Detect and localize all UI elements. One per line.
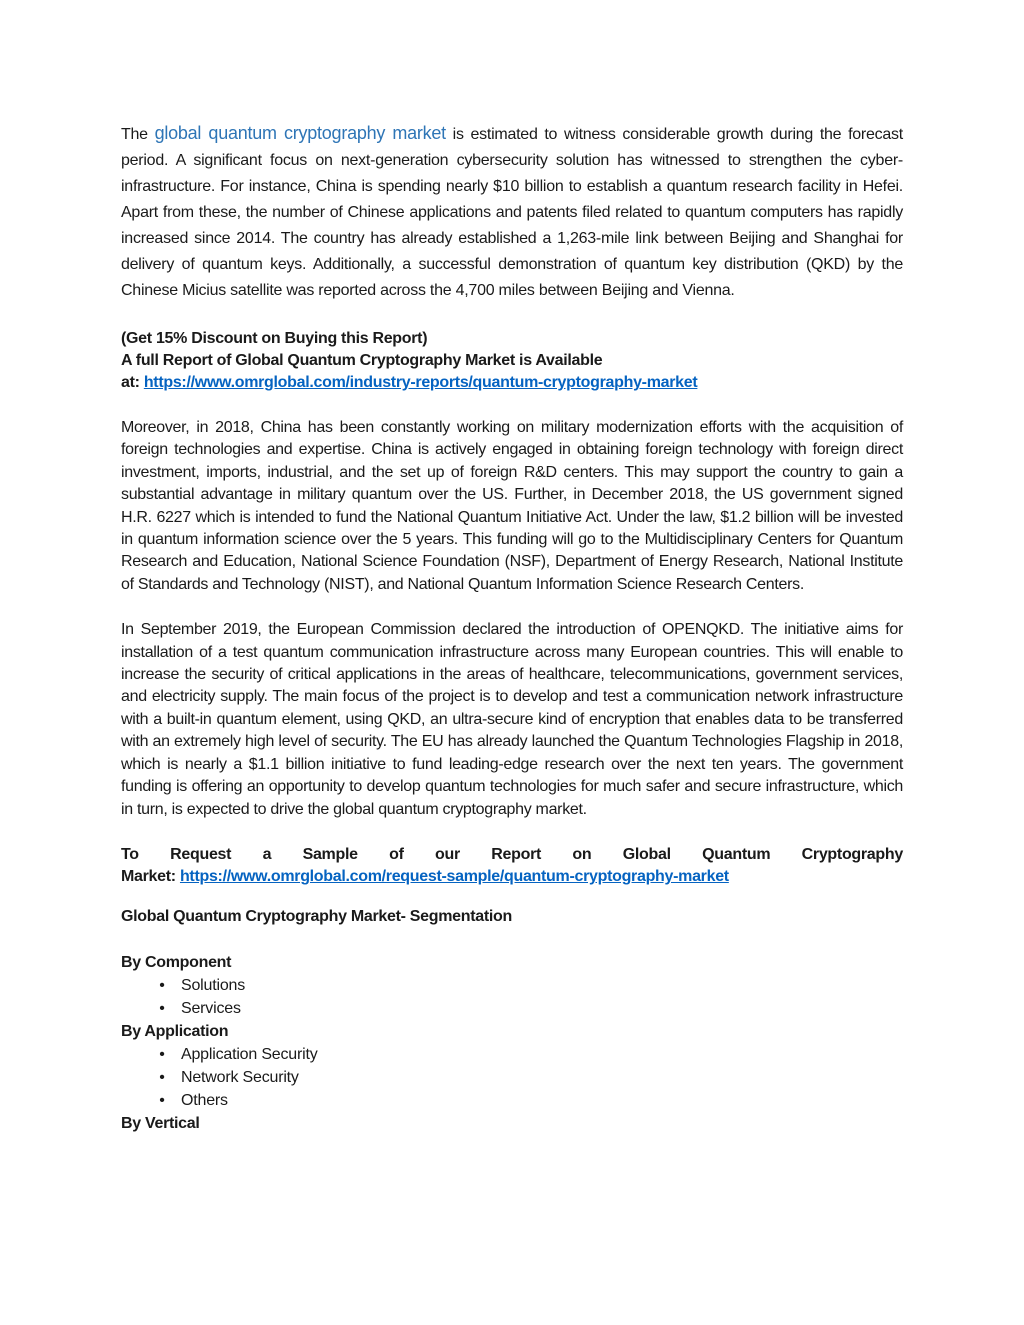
sample-word: Request xyxy=(170,845,232,863)
sample-word: a xyxy=(262,845,272,863)
segment-list-application xyxy=(121,1043,903,1112)
segment-item-label: Others xyxy=(181,1091,228,1109)
segment-heading-application: By Application xyxy=(121,1022,229,1040)
segment-list-component xyxy=(121,974,903,1020)
market-link-text[interactable]: global quantum cryptography market xyxy=(154,123,446,143)
sample-request-line xyxy=(121,844,903,866)
segment-item-label: Application Security xyxy=(181,1045,318,1063)
bullet-icon: • xyxy=(159,976,165,994)
sample-word: of xyxy=(389,845,404,863)
full-report-line: A full Report of Global Quantum Cryptography Market is Available xyxy=(121,352,603,369)
report-url-line xyxy=(121,372,903,394)
sample-word: Global xyxy=(622,845,671,863)
sample-url-line xyxy=(121,866,903,888)
list-item xyxy=(121,974,903,997)
military-paragraph: Moreover, in 2018, China has been constantly working on military modernization efforts with the acquisition of foreign technologies and expertise. China is actively engaged in obtaining foreign technology with foreign direct investment, imports, industrial, and the set up of foreign R&D centers. This may support the country to gain a substantial advantage in military quantum over the US. Further, in December 2018, the US government signed H.R. 6227 which is intended to fund the National Quantum Initiative Act. Under the law, $1.2 billion will be invested in quantum information science over the 5 years. This funding will go to the Multidisciplinary Centers for Quantum Research and Education, National Science Foundation (NSF), Department of Energy Research, National Institute of Standards and Technology (NIST), and National Quantum Information Science Research Centers. xyxy=(121,419,903,593)
sample-url-link[interactable]: https://www.omrglobal.com/request-sample/quantum-cryptography-market xyxy=(179,868,729,886)
segment-item-label: Solutions xyxy=(181,976,246,994)
list-item xyxy=(121,1043,903,1066)
sample-word: Report xyxy=(491,845,542,863)
intro-lead: The xyxy=(121,126,155,143)
segment-item-label: Network Security xyxy=(181,1068,299,1086)
list-item xyxy=(121,1066,903,1089)
sample-url-prefix: Market: xyxy=(121,868,180,886)
sample-word: Quantum xyxy=(702,845,771,863)
segment-heading-vertical: By Vertical xyxy=(121,1114,200,1132)
sample-request xyxy=(121,844,903,889)
discount-callout xyxy=(121,328,903,394)
european-paragraph: In September 2019, the European Commission declared the introduction of OPENQKD. The initiative aims for installation of a test quantum communication infrastructure across many European countries. This will enable to increase the security of critical applications in the areas of healthcare, telecommunications, government services, and electricity supply. The main focus of the project is to develop and test a communication network infrastructure with a built-in quantum element, using QKD, an ultra-secure kind of encryption that enables data to be transferred with an extremely high level of security. The EU has already launched the Quantum Technologies Flagship in 2018, which is nearly a $1.1 billion initiative to fund leading-edge research over the next ten years. The government funding is offering an opportunity to develop quantum technologies for much safer and secure infrastructure, which in turn, is expected to drive the global quantum cryptography market. xyxy=(121,621,903,818)
sample-word: on xyxy=(572,845,592,863)
discount-line: (Get 15% Discount on Buying this Report) xyxy=(121,330,428,347)
sample-word: Sample xyxy=(302,845,358,863)
intro-body: is estimated to witness considerable growth during the forecast period. A significant focus on next-generation cybersecurity solution has witnessed to strengthen the cyber-infrastructure. For instance, China is spending nearly $10 billion to establish a quantum research facility in Hefei. Apart from these, the number of Chinese applications and patents filed related to quantum computers has rapidly increased since 2014. The country has already established a 1,263-mile link between Beijing and Shanghai for delivery of quantum keys. Additionally, a successful demonstration of quantum key distribution (QKD) by the Chinese Micius satellite was reported across the 4,700 miles between Beijing and Vienna. xyxy=(121,126,903,299)
document-page xyxy=(121,120,903,1135)
report-url-link[interactable]: https://www.omrglobal.com/industry-reports/quantum-cryptography-market xyxy=(143,374,698,391)
segment-heading-component: By Component xyxy=(121,953,232,971)
bullet-icon: • xyxy=(159,999,165,1017)
segment-item-label: Services xyxy=(181,999,241,1017)
segmentation-title: Global Quantum Cryptography Market- Segmentation xyxy=(121,907,512,925)
sample-word: To xyxy=(121,845,139,863)
list-item xyxy=(121,1089,903,1112)
intro-paragraph xyxy=(121,120,903,304)
report-url-prefix: at: xyxy=(121,374,144,391)
sample-word: Cryptography xyxy=(801,845,903,863)
sample-word: our xyxy=(435,845,460,863)
bullet-icon: • xyxy=(159,1068,165,1086)
list-item xyxy=(121,997,903,1020)
bullet-icon: • xyxy=(159,1091,165,1109)
bullet-icon: • xyxy=(159,1045,165,1063)
